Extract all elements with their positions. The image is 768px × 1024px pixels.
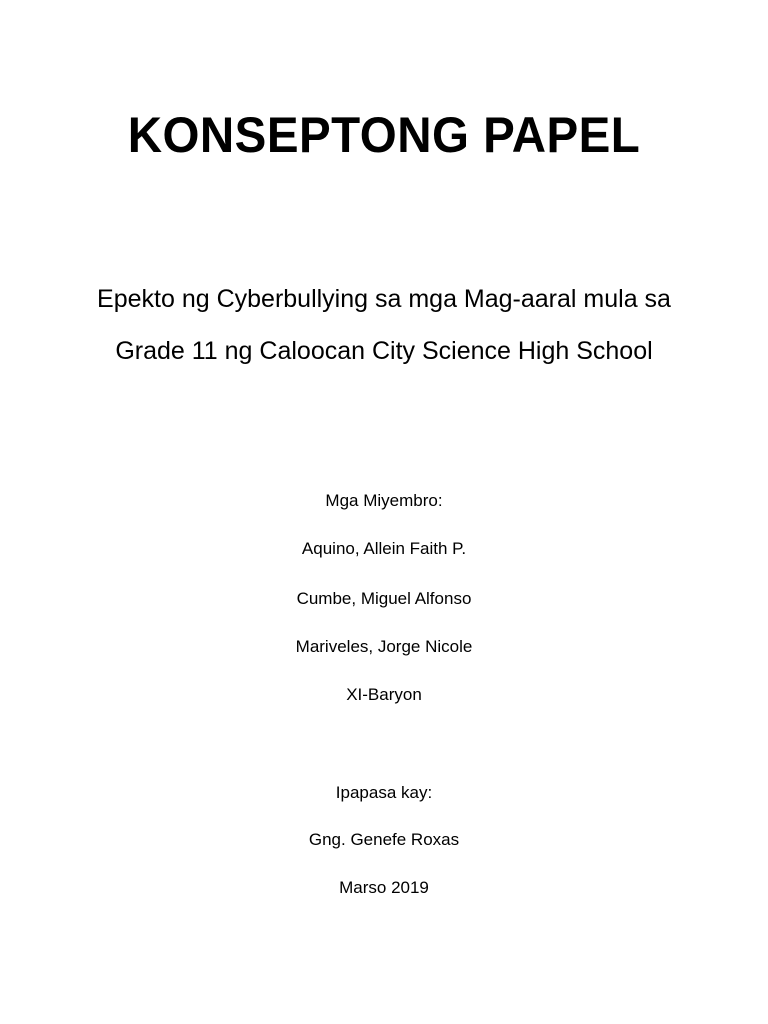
member-name: Mariveles, Jorge Nicole (295, 637, 473, 656)
member-name: Cumbe, Miguel Alfonso (296, 589, 472, 608)
member-name: Aquino, Allein Faith P. (301, 539, 467, 558)
subtitle-line-2: Grade 11 ng Caloocan City Science High School (115, 337, 653, 365)
submission-date: Marso 2019 (339, 878, 429, 897)
members-label: Mga Miyembro: (325, 491, 443, 510)
document-title: KONSEPTONG PAPEL (127, 107, 641, 163)
teacher-name: Gng. Genefe Roxas (308, 830, 460, 849)
subtitle-line-1: Epekto ng Cyberbullying sa mga Mag-aaral mula sa (97, 285, 671, 313)
submit-to-label: Ipapasa kay: (335, 783, 433, 802)
section-name: XI-Baryon (346, 685, 422, 704)
